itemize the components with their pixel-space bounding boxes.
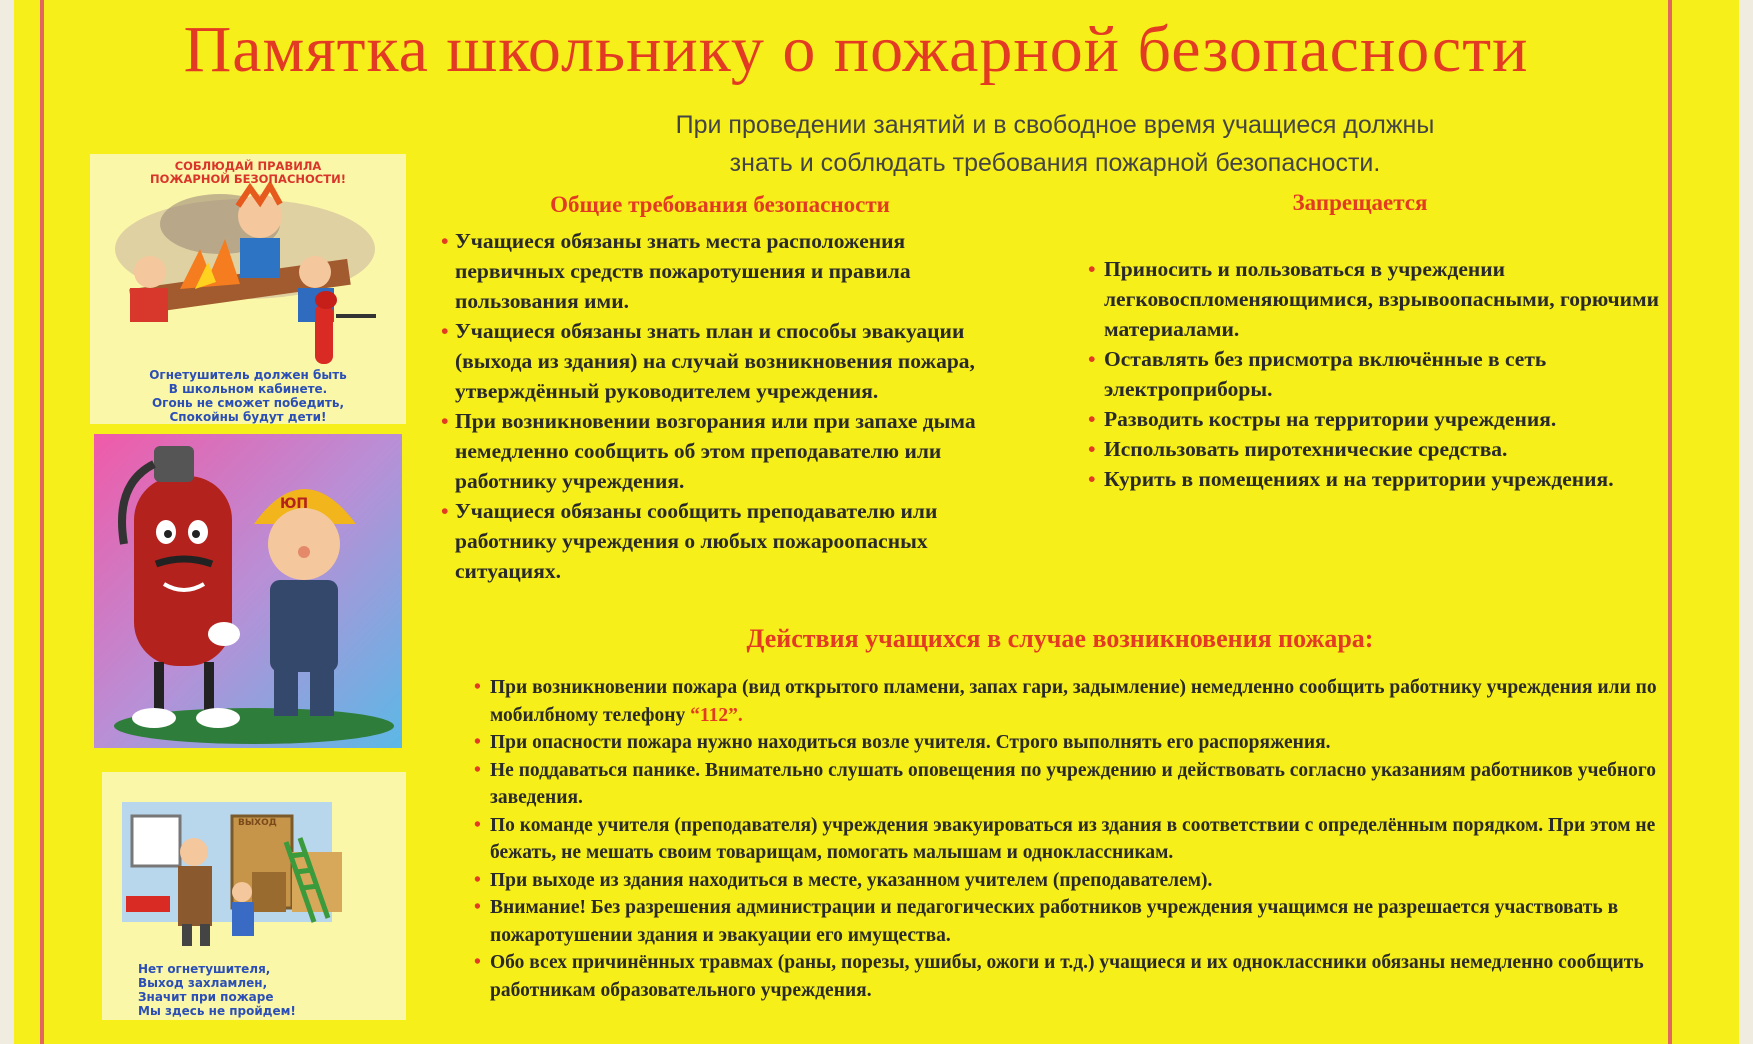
bottom-poem-line: Мы здесь не пройдем! [138, 1004, 296, 1018]
page-title: Памятка школьнику о пожарной безопасности [183, 13, 1529, 86]
illustration-mascots [94, 434, 402, 748]
list-item: • Курить в помещениях и на территории учреждения. [1104, 464, 1664, 494]
list-item: • Использовать пиротехнические средства. [1104, 434, 1664, 464]
general-requirements-heading: Общие требования безопасности [550, 192, 890, 217]
list-item: • Учащиеся обязаны сообщить преподавателю или работнику учреждения о любых пожароопасных ситуациях. [455, 496, 1015, 586]
mascots-drawing [94, 434, 402, 748]
top-poem-line: Спокойны будут дети! [169, 410, 327, 424]
forbidden-list [1104, 254, 1664, 494]
bottom-poem-line: Значит при пожаре [138, 990, 274, 1004]
top-caption-line-1: СОБЛЮДАЙ ПРАВИЛА [174, 159, 322, 173]
helmet-badge-text: ЮП [280, 496, 309, 512]
exit-sign: ВЫХОД [238, 818, 277, 828]
forbidden-heading: Запрещается [1292, 190, 1428, 215]
list-item: • Оставлять без присмотра включённые в сеть электроприборы. [1104, 344, 1664, 404]
top-poem-line: Огонь не сможет победить, [151, 396, 344, 410]
fire-actions-heading: Действия учащихся в случае возникновения пожара: [746, 624, 1374, 653]
fire-actions-list [490, 674, 1660, 1004]
page-edge-right [1739, 0, 1753, 1044]
list-item: • При опасности пожара нужно находиться возле учителя. Строго выполнять его распоряжения. [490, 729, 1660, 757]
intro-text [590, 106, 1520, 182]
top-poem-line: Огнетушитель должен быть [149, 368, 347, 382]
frame-line-right [1668, 0, 1672, 1044]
list-item: • Обо всех причинённых травмах (раны, порезы, ушибы, ожоги и т.д.) учащиеся и их одноклассники обязаны немедленно сообщить работникам образовательного учреждения. [490, 949, 1660, 1004]
frame-line-left [40, 0, 44, 1044]
list-item: • Учащиеся обязаны знать план и способы эвакуации (выхода из здания) на случай возникновения пожара, утверждённый руководителем учреждения. [455, 316, 1015, 406]
illustration-blocked-exit [102, 772, 406, 1020]
top-poem [98, 368, 398, 424]
top-caption [110, 160, 386, 186]
list-item: • При возникновении возгорания или при запахе дыма немедленно сообщить об этом преподавателю или работнику учреждения. [455, 406, 1015, 496]
bottom-poem-line: Выход захламлен, [138, 976, 268, 990]
top-poem-line: В школьном кабинете. [168, 382, 328, 396]
list-item-text: При возникновении пожара (вид открытого пламени, запах гари, задымление) немедленно сообщить работнику учреждения или по мобилбному телефону [490, 677, 1657, 726]
list-item [490, 674, 1660, 729]
intro-line-2: знать и соблюдать требования пожарной безопасности. [729, 149, 1381, 177]
emergency-number: “112”. [690, 704, 743, 726]
list-item: • Не поддаваться панике. Внимательно слушать оповещения по учреждению и действовать согласно указаниям работников учебного заведения. [490, 757, 1660, 812]
list-item: • Учащиеся обязаны знать места расположения первичных средств пожаротушения и правила пользования ими. [455, 226, 1015, 316]
page-edge-left [0, 0, 14, 1044]
list-item: • Внимание! Без разрешения администрации и педагогических работников учреждения учащимся не разрешается участвовать в пожаротушении здания и эвакуации его имущества. [490, 894, 1660, 949]
intro-line-1: При проведении занятий и в свободное время учащиеся должны [675, 111, 1435, 139]
list-item: • Разводить костры на территории учреждения. [1104, 404, 1664, 434]
bottom-poem [138, 962, 338, 1018]
list-item: • Приносить и пользоваться в учреждении легковоспломеняющимися, взрывоопасными, горючими материалами. [1104, 254, 1664, 344]
bottom-poem-line: Нет огнетушителя, [138, 962, 271, 976]
illustration-classroom-fire [90, 154, 406, 424]
top-caption-line-2: ПОЖАРНОЙ БЕЗОПАСНОСТИ! [150, 172, 346, 186]
general-requirements-list [455, 226, 1015, 586]
list-item: • По команде учителя (преподавателя) учреждения эвакуироваться из здания в соответствии с определённым порядком. При этом не бежать, не мешать своим товарищам, помогать малышам и одноклассникам. [490, 812, 1660, 867]
list-item: • При выходе из здания находиться в месте, указанном учителем (преподавателем). [490, 867, 1660, 895]
